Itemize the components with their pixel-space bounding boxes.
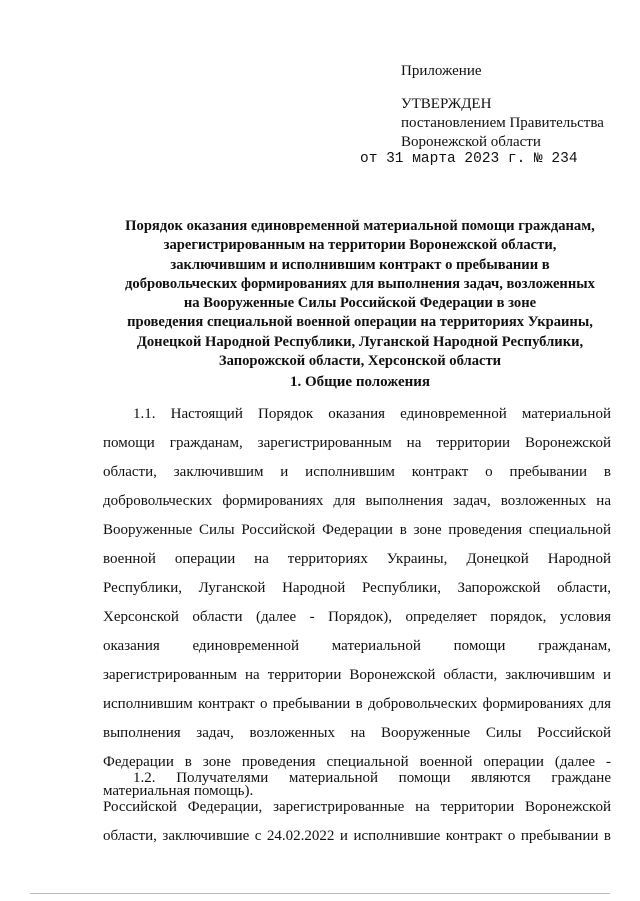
title-line: Донецкой Народной Республики, Луганской Народной Республики, — [136, 333, 584, 350]
decree-date-number: от 31 марта 2023 г. № 234 — [360, 151, 578, 167]
appendix-label: Приложение — [401, 63, 482, 79]
paragraph-line: военной операции на территориях Украины, Донецкой Народной — [103, 551, 611, 567]
paragraph-line: области, заключившим и исполнившим контракт о пребывании в — [103, 464, 611, 480]
paragraph-line: помощи гражданам, зарегистрированным на территории Воронежской — [103, 435, 611, 451]
paragraph-line: 1.1. Настоящий Порядок оказания единовременной материальной — [133, 406, 611, 422]
paragraph-line: Херсонской области (далее - Порядок), определяет порядок, условия — [103, 609, 611, 625]
title-line: Запорожской области, Херсонской области — [218, 353, 502, 370]
paragraph-line: 1.2. Получателями материальной помощи являются граждане — [133, 770, 611, 786]
decree-line-1: постановлением Правительства — [401, 115, 604, 131]
title-line: добровольческих формированиях для выполнения задач, возложенных — [125, 275, 595, 292]
document-title — [100, 217, 620, 371]
paragraph-line: выполнения задач, возложенных на Вооруженные Силы Российской — [103, 725, 611, 741]
paragraph-line: Республики, Луганской Народной Республики, Запорожской области, — [103, 580, 611, 596]
paragraph-line: Федерации в зоне проведения специальной военной операции (далее - — [103, 754, 611, 770]
title-line: на Вооруженные Силы Российской Федерации в зоне — [183, 295, 537, 312]
section-heading: 1. Общие положения — [289, 374, 431, 390]
paragraph-line: области, заключившие с 24.02.2022 и исполнившие контракт о пребывании в — [103, 828, 611, 844]
paragraph-line: Вооруженные Силы Российской Федерации в зоне проведения специальной — [103, 522, 611, 538]
title-line: Порядок оказания единовременной материальной помощи гражданам, — [125, 218, 595, 234]
paragraph-line: оказания единовременной материальной помощи гражданам, — [103, 638, 611, 654]
title-line: заключившим и исполнившим контракт о пребывании в — [170, 256, 550, 273]
paragraph-line: зарегистрированным на территории Воронежской области, заключившим и — [103, 667, 611, 683]
paragraph-line: исполнившим контракт о пребывании в добровольческих формированиях для — [103, 696, 611, 712]
approved-label: УТВЕРЖДЕН — [401, 96, 492, 112]
decree-line-2: Воронежской области — [401, 134, 541, 150]
paragraph-line: Российской Федерации, зарегистрированные на территории Воронежской — [103, 799, 611, 815]
title-line: зарегистрированным на территории Воронежской области, — [163, 237, 557, 254]
paragraph-line: материальная помощь). — [103, 783, 254, 799]
paragraph-line: добровольческих формированиях для выполнения задач, возложенных на — [103, 493, 611, 509]
page-bottom-divider — [30, 893, 610, 894]
title-line: проведения специальной военной операции на территориях Украины, — [127, 314, 593, 331]
approval-block — [401, 95, 604, 152]
